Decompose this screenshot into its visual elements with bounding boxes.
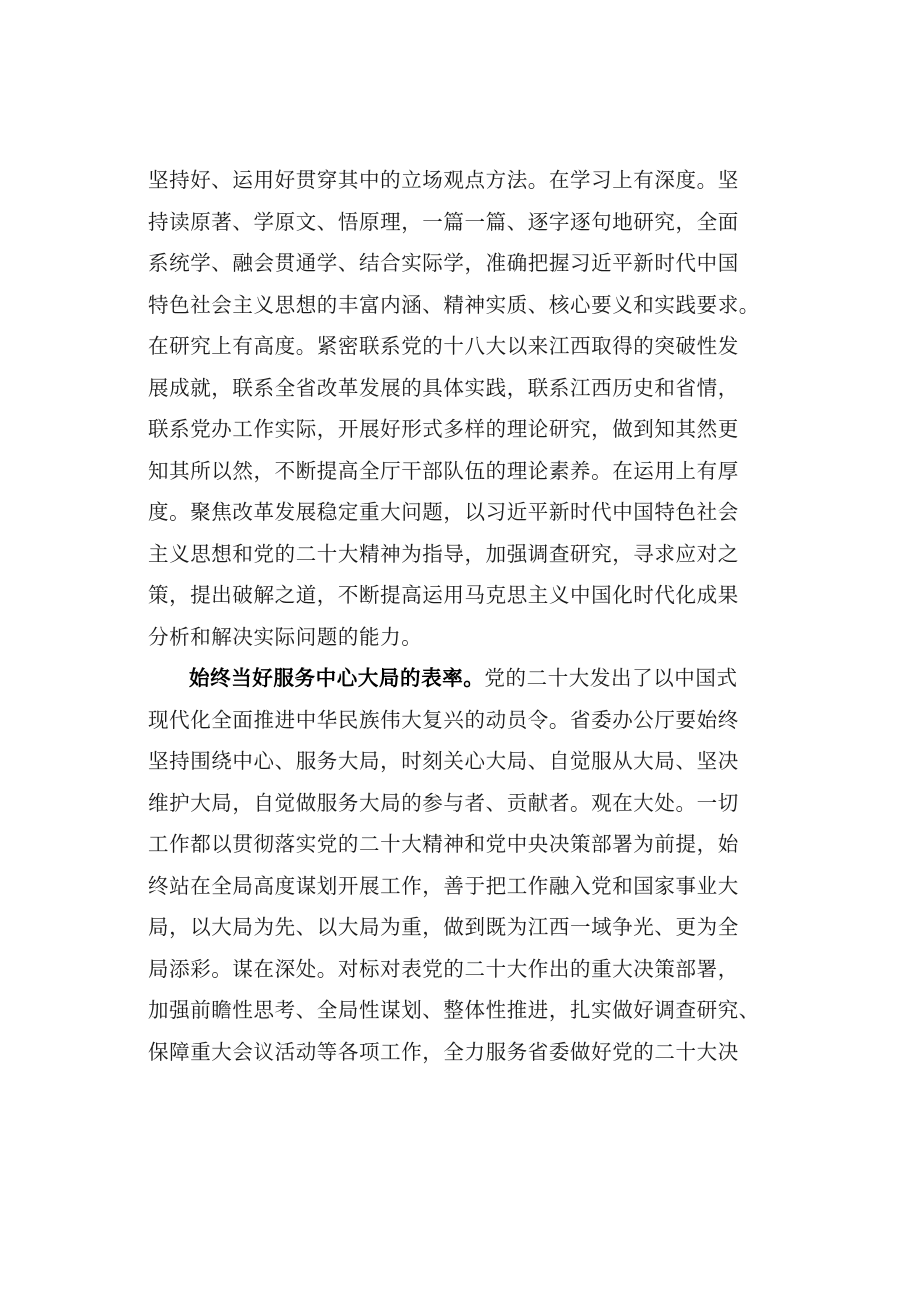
- text-line: 局添彩。谋在深处。对标对表党的二十大作出的重大决策部署，: [148, 956, 739, 981]
- text-line: 特色社会主义思想的丰富内涵、精神实质、核心要义和实践要求。: [148, 292, 760, 317]
- text-line: 系统学、融会贯通学、结合实际学，准确把握习近平新时代中国: [148, 251, 739, 275]
- text-line: 工作都以贯彻落实党的二十大精神和党中央决策部署为前提，始: [148, 832, 739, 856]
- text-line-first: [148, 658, 808, 700]
- text-line: 主义思想和党的二十大精神为指导，加强调查研究，寻求应对之: [148, 541, 739, 566]
- text-line: 局，以大局为先、以大局为重，做到既为江西一域争光、更为全: [148, 915, 739, 939]
- text-line: 坚持好、运用好贯穿其中的立场观点方法。在学习上有深度。坚: [148, 168, 739, 192]
- text-line: 知其所以然，不断提高全厅干部队伍的理论素养。在运用上有厚: [148, 458, 739, 483]
- paragraph-heading: 始终当好服务中心大局的表率。: [189, 666, 485, 690]
- text-run: 党的二十大发出了以中国式: [484, 666, 738, 690]
- text-line: 策，提出破解之道，不断提高运用马克思主义中国化时代化成果: [148, 583, 739, 607]
- text-line: 展成就，联系全省改革发展的具体实践，联系江西历史和省情，: [148, 375, 739, 400]
- text-line: 维护大局，自觉做服务大局的参与者、贡献者。观在大处。一切: [148, 790, 739, 815]
- text-line: 度。聚焦改革发展稳定重大问题，以习近平新时代中国特色社会: [148, 500, 739, 524]
- text-line: 在研究上有高度。紧密联系党的十八大以来江西取得的突破性发: [148, 334, 739, 358]
- text-line: 现代化全面推进中华民族伟大复兴的动员令。省委办公厅要始终: [148, 707, 739, 732]
- text-line: 保障重大会议活动等各项工作，全力服务省委做好党的二十大决: [148, 1039, 739, 1064]
- text-line: 联系党办工作实际，开展好形式多样的理论研究，做到知其然更: [148, 417, 739, 441]
- paragraph-1: [148, 160, 808, 658]
- text-line: 持读原著、学原文、悟原理，一篇一篇、逐字逐句地研究，全面: [148, 209, 739, 234]
- text-line: 分析和解决实际问题的能力。: [148, 624, 423, 649]
- text-line: 加强前瞻性思考、全局性谋划、整体性推进，扎实做好调查研究、: [148, 998, 760, 1022]
- paragraph-2: [148, 658, 808, 1073]
- body-text: [148, 160, 808, 1073]
- text-line: 坚持围绕中心、服务大局，时刻关心大局、自觉服从大局、坚决: [148, 749, 739, 773]
- text-line: 终站在全局高度谋划开展工作，善于把工作融入党和国家事业大: [148, 873, 739, 898]
